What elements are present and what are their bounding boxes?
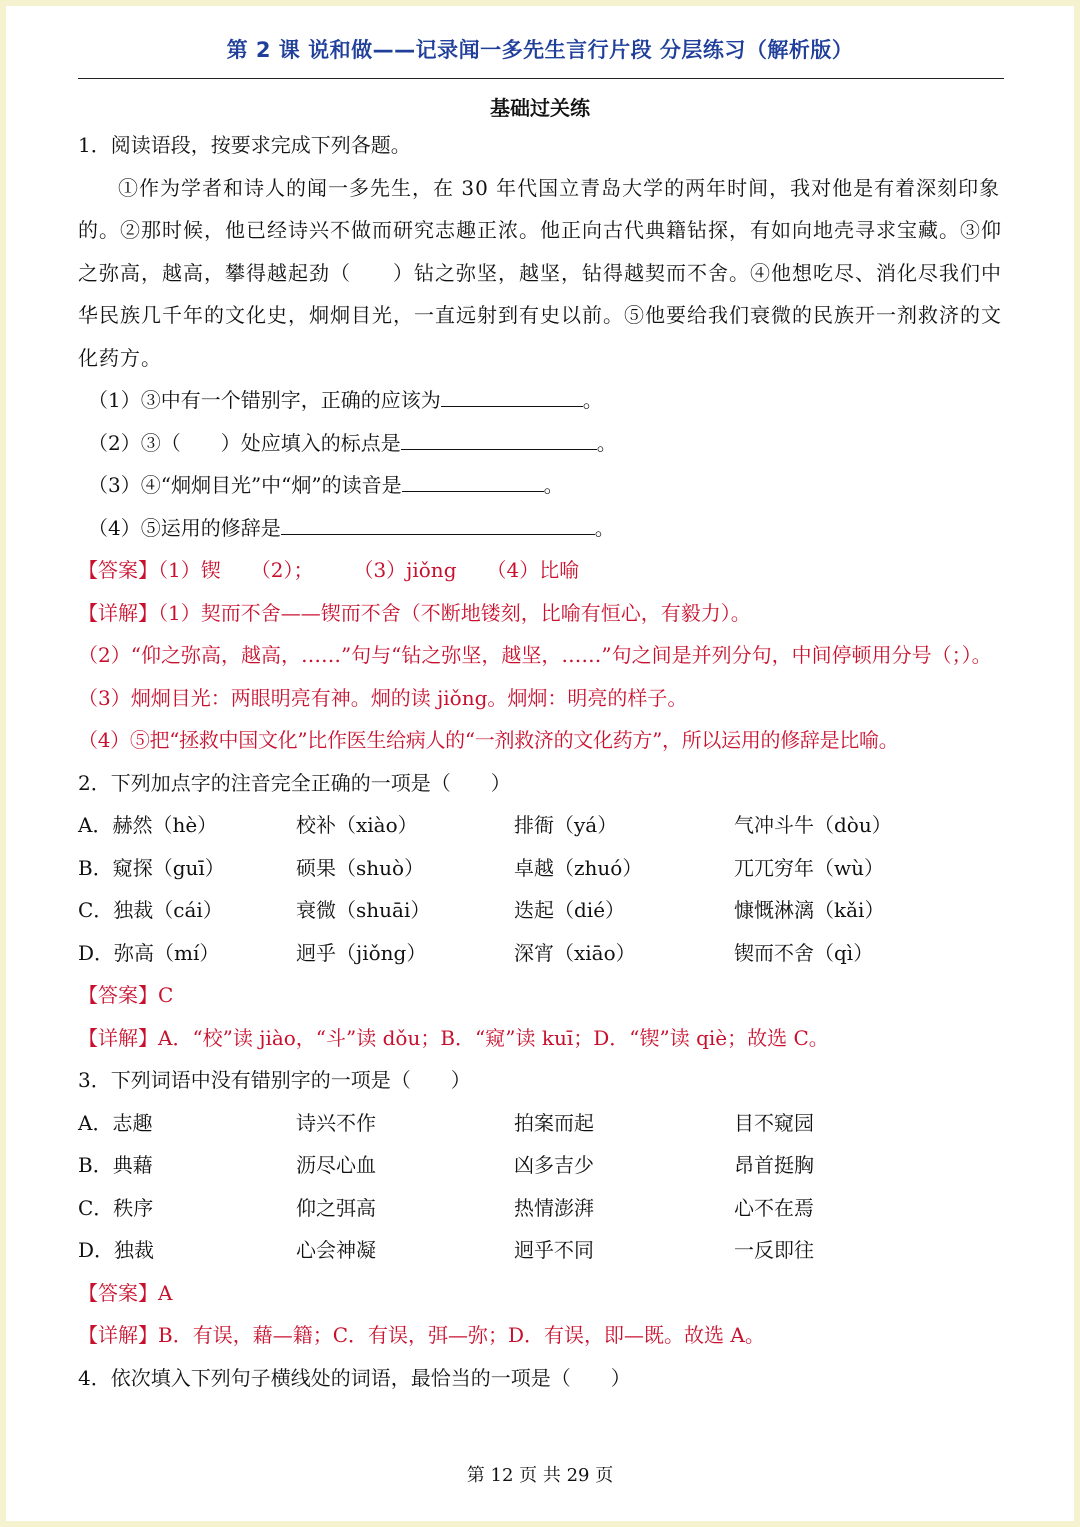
- option-cell: 排衙（yá）: [514, 813, 618, 837]
- option-cell: B．典藉: [78, 1153, 153, 1177]
- q2-option-b: [78, 847, 1004, 890]
- detail-text: A．“校”读 jiào，“斗”读 dǒu；B．“窥”读 kuī；D．“锲”读 qiè；故选 C。: [158, 1025, 829, 1050]
- detail-label: 【详解】: [78, 600, 158, 625]
- option-cell: 心不在焉: [734, 1195, 814, 1220]
- q1-sub4-text: （4）⑤运用的修辞是: [88, 515, 281, 540]
- q1-sub4-blank: [281, 512, 595, 535]
- q1-detail-4: （4）⑤把“拯救中国文化”比作医生给病人的“一剂救济的文化药方”，所以运用的修辞是比喻。: [78, 728, 899, 752]
- option-cell: 兀兀穷年（wù）: [734, 855, 884, 880]
- header-divider: [78, 78, 1004, 79]
- option-cell: A．志趣: [78, 1110, 153, 1135]
- document-header: 第 2 课 说和做——记录闻一多先生言行片段 分层练习（解析版）: [226, 38, 854, 62]
- q2-option-a: [78, 804, 1004, 847]
- option-cell: 热情澎湃: [514, 1195, 594, 1220]
- q3-detail: [78, 1314, 1004, 1357]
- q1-detail-3: （3）炯炯目光：两眼明亮有神。炯的读 jiǒng。炯炯：明亮的样子。: [78, 685, 688, 710]
- q1-sub3-end: 。: [543, 473, 564, 497]
- section-title: 基础过关练: [490, 96, 590, 120]
- q1-sub1: [78, 379, 1004, 422]
- q2-detail: [78, 1017, 1004, 1060]
- answer-text: C: [158, 983, 174, 1007]
- option-cell: 目不窥园: [734, 1110, 814, 1135]
- option-cell: 凶多吉少: [514, 1153, 594, 1177]
- q1-sub4: [78, 507, 1004, 550]
- option-cell: 心会神凝: [296, 1238, 376, 1262]
- option-cell: 校补（xiào）: [296, 813, 418, 837]
- content: [78, 124, 1004, 1399]
- q1-sub3-blank: [402, 469, 544, 492]
- q1-sub2-blank: [401, 427, 597, 450]
- option-cell: A．赫然（hè）: [78, 813, 218, 837]
- q1-sub1-blank: [441, 384, 583, 407]
- option-cell: D．独裁: [78, 1238, 155, 1262]
- q2-option-d: [78, 932, 1004, 975]
- answer-text: A: [158, 1280, 173, 1305]
- answer-label: 【答案】: [78, 983, 158, 1007]
- option-cell: 仰之弭高: [296, 1195, 376, 1220]
- option-cell: 气冲斗牛（dòu）: [734, 813, 892, 837]
- option-cell: 硕果（shuò）: [296, 855, 425, 880]
- answer-label: 【答案】: [78, 1280, 158, 1305]
- option-cell: 慷慨淋漓（kǎi）: [734, 898, 885, 922]
- q1-answer: [78, 549, 1004, 592]
- option-cell: 深宵（xiāo）: [514, 940, 636, 965]
- option-cell: 卓越（zhuó）: [514, 855, 643, 880]
- detail-label: 【详解】: [78, 1323, 158, 1347]
- q2-answer: [78, 974, 1004, 1017]
- option-cell: 诗兴不作: [296, 1110, 376, 1135]
- q3-option-d: [78, 1229, 1004, 1272]
- option-cell: 昂首挺胸: [734, 1153, 814, 1177]
- option-cell: 拍案而起: [514, 1110, 594, 1135]
- q1-sub2-end: 。: [596, 430, 617, 455]
- q1-passage: ①作为学者和诗人的闻一多先生，在 30 年代国立青岛大学的两年时间，我对他是有着深刻印象的。②那时候，他已经诗兴不做而研究志趣正浓。他正向古代典籍钻探，有如向地壳寻求宝藏。③仰之弥高，越高，攀得越起劲（ ）钻之弥坚，越坚，钻得越契而不舍。④他想吃尽、消化尽我们中华民族几千年的文化史，炯炯目光，一直远射到有史以前。⑤他要给我们衰微的民族开一剂救济的文化药方。: [78, 175, 1002, 370]
- q1-detail-2: （2）“仰之弥高，越高，……”句与“钻之弥坚，越坚，……”句之间是并列分句，中间停顿用分号（；）。: [78, 643, 992, 667]
- q3-option-a: [78, 1102, 1004, 1145]
- q1-detail-1: [78, 592, 1004, 635]
- option-cell: 沥尽心血: [296, 1153, 376, 1177]
- q4-stem: 4．依次填入下列句子横线处的词语，最恰当的一项是（ ）: [78, 1365, 631, 1390]
- option-cell: C．秩序: [78, 1195, 154, 1220]
- q1-sub1-end: 。: [582, 388, 603, 412]
- detail-text: B．有误，藉—籍；C．有误，弭—弥；D．有误，即—既。故选 A。: [158, 1323, 765, 1347]
- option-cell: C．独裁（cái）: [78, 898, 223, 922]
- document-page: [6, 6, 1074, 1521]
- q1-sub2-text: （2）③（ ）处应填入的标点是: [88, 430, 401, 455]
- option-cell: B．窥探（guī）: [78, 855, 225, 880]
- answer-text: （1）锲 （2）； （3）jiǒng （4）比喻: [158, 558, 580, 582]
- detail-text: （1）契而不舍——锲而不舍（不断地镂刻，比喻有恒心，有毅力）。: [158, 600, 751, 625]
- q1-sub3-text: （3）④“炯炯目光”中“炯”的读音是: [88, 473, 402, 497]
- option-cell: 锲而不舍（qì）: [734, 940, 874, 965]
- q3-option-b: [78, 1144, 1004, 1187]
- q3-stem: 3．下列词语中没有错别字的一项是（ ）: [78, 1068, 471, 1092]
- option-cell: 衰微（shuāi）: [296, 898, 431, 922]
- page-footer: 第 12 页 共 29 页: [466, 1465, 614, 1486]
- option-cell: 迥乎不同: [514, 1238, 594, 1262]
- q1-sub2: [78, 422, 1004, 465]
- option-cell: 一反即往: [734, 1238, 814, 1262]
- option-cell: 迭起（dié）: [514, 898, 626, 922]
- option-cell: D．弥高（mí）: [78, 940, 220, 965]
- q3-option-c: [78, 1187, 1004, 1230]
- q3-answer: [78, 1272, 1004, 1315]
- q2-option-c: [78, 889, 1004, 932]
- option-cell: 迥乎（jiǒng）: [296, 940, 427, 965]
- q1-sub4-end: 。: [594, 515, 615, 540]
- detail-label: 【详解】: [78, 1025, 158, 1050]
- q1-sub1-text: （1）③中有一个错别字，正确的应该为: [88, 388, 441, 412]
- q2-stem: 2．下列加点字的注音完全正确的一项是（ ）: [78, 770, 511, 795]
- q1-stem: 1．阅读语段，按要求完成下列各题。: [78, 133, 411, 157]
- answer-label: 【答案】: [78, 558, 158, 582]
- q1-sub3: [78, 464, 1004, 507]
